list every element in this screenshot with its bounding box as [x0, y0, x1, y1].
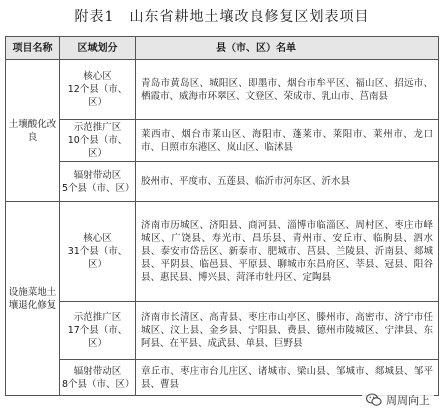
zone-cell	[60, 120, 136, 162]
zone-name: 示范推广区	[73, 122, 122, 133]
zone-name: 辐射带动区	[73, 365, 122, 377]
zone-cell	[60, 360, 136, 396]
table-header-row	[6, 37, 439, 60]
item-greenhouse-soil: 设施菜地土壤退化修复	[6, 202, 60, 396]
county-list: 济南市历城区、济阳县、商河县、淄博市临淄区、周村区、枣庄市峄城区、广饶县、寿光市、昌乐县、青州市、安丘市、临朐县、泗水县、泰安市岱岳区、新泰市、肥城市、莒县、兰陵县、沂南县、郯城县、平阴县、临邑县、平原县、聊城市东昌府区、莘县、冠县、阳谷县、惠民县、博兴县、菏泽市牡丹区、定陶县	[136, 202, 439, 302]
zone-cell	[60, 162, 136, 202]
header-item: 项目名称	[6, 37, 60, 60]
zone-count: 8个县（市、区）	[62, 378, 135, 390]
zone-name: 核心区	[83, 71, 112, 82]
table-row	[6, 202, 439, 302]
header-list: 县（市、区）名单	[136, 37, 439, 60]
table-row	[6, 302, 439, 360]
county-list: 胶州市、平度市、五莲县、临沂市河东区、沂水县	[136, 162, 439, 202]
zoning-table	[5, 36, 439, 396]
zone-count: 10个县（市、区）	[67, 135, 128, 159]
zone-count: 31个县（市、区）	[67, 246, 128, 270]
zone-cell	[60, 302, 136, 360]
county-list: 济南市长清区、高青县、枣庄市山亭区、滕州市、高密市、济宁市任城区、汶上县、金乡县、宁阳县、费县、德州市陵城区、宁津县、东阿县、在平县、成武县、单县、巨野县	[136, 302, 439, 360]
watermark-text: 周周向上	[386, 394, 430, 407]
county-list: 章丘市、枣庄市台儿庄区、诸城市、梁山县、邹城市、郯城县、邹平县、曹县	[136, 360, 439, 396]
zone-count: 12个县（市、区）	[67, 84, 128, 108]
item-acid-soil: 土壤酸化改良	[6, 60, 60, 202]
county-list: 青岛市黄岛区、城阳区、即墨市、烟台市牟平区、福山区、招远市、栖霞市、威海市环翠区、文登区、荣成市、乳山市、莒南县	[136, 60, 439, 120]
zone-count: 17个县（市、区）	[67, 325, 128, 349]
zone-name: 核心区	[83, 233, 112, 244]
table-row	[6, 60, 439, 120]
zone-cell	[60, 60, 136, 120]
page-title: 附表1 山东省耕地土壤改良修复区划表项目	[74, 9, 370, 25]
watermark	[362, 391, 434, 409]
zone-cell	[60, 202, 136, 302]
zone-name: 辐射带动区	[73, 169, 122, 181]
county-list: 莱西市、烟台市莱山区、海阳市、蓬莱市、莱阳市、莱州市、龙口市、日照市东港区、岚山区、临沭县	[136, 120, 439, 162]
zone-name: 示范推广区	[73, 312, 122, 323]
zone-count: 5个县（市、区）	[62, 182, 135, 194]
table-row	[6, 120, 439, 162]
wechat-icon	[366, 393, 382, 407]
table-row	[6, 162, 439, 202]
header-zone: 区域划分	[60, 37, 136, 60]
